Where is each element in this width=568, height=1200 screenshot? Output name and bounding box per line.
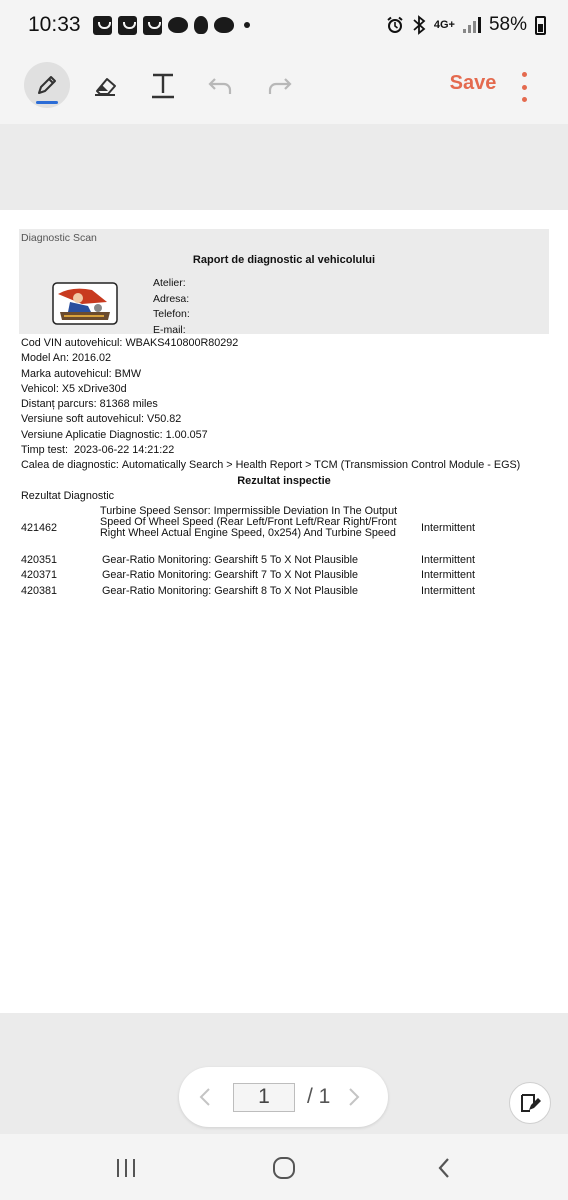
model-year-line: Model An: 2016.02	[21, 352, 112, 365]
fault-status: Intermittent	[421, 521, 476, 534]
system-navigation-bar	[0, 1134, 568, 1200]
status-time: 10:33	[28, 13, 81, 36]
fault-code: 420351	[21, 553, 58, 566]
alarm-icon	[386, 16, 404, 34]
signal-icon	[463, 17, 481, 33]
previous-page-button[interactable]	[191, 1083, 219, 1111]
fault-row	[19, 505, 549, 553]
recent-apps-icon	[114, 1157, 138, 1179]
page-total: / 1	[307, 1085, 331, 1108]
reddit-icon	[214, 17, 234, 33]
chevron-left-icon	[198, 1087, 212, 1107]
network-type: 4G+	[433, 18, 455, 31]
fault-code: 420371	[21, 569, 58, 582]
fault-row	[19, 568, 549, 584]
vehicle-line: Vehicol: X5 xDrive30d	[21, 382, 127, 395]
test-time-line: Timp test: 2023-06-22 14:21:22	[21, 444, 175, 457]
diagnostic-report	[19, 229, 549, 599]
undo-button[interactable]	[198, 62, 244, 108]
recent-apps-button[interactable]	[106, 1152, 146, 1184]
page-navigator	[179, 1067, 388, 1127]
text-icon	[150, 71, 176, 99]
shop-atelier: Atelier:	[153, 277, 186, 289]
annotation-toolbar	[0, 50, 568, 124]
page-number-input[interactable]	[233, 1083, 295, 1112]
pen-icon	[35, 73, 59, 97]
home-button[interactable]	[264, 1152, 304, 1184]
more-options-icon	[522, 72, 527, 77]
back-button[interactable]	[424, 1152, 464, 1184]
make-line: Marka autovehicul: BMW	[21, 367, 142, 380]
redo-icon	[265, 73, 293, 97]
eraser-icon	[91, 73, 119, 97]
status-bar	[0, 0, 568, 50]
save-button[interactable]: Save	[449, 72, 497, 94]
redo-button[interactable]	[256, 62, 302, 108]
edit-document-icon	[519, 1092, 541, 1114]
fault-status: Intermittent	[421, 553, 476, 566]
home-icon	[272, 1156, 296, 1180]
report-header	[19, 229, 549, 334]
diagnostic-path-line: Calea de diagnostic: Automatically Search > Health Report > TCM (Transmission Control Module - EGS)	[21, 459, 521, 472]
mileage-line: Distanț parcurs: 81368 miles	[21, 398, 158, 411]
next-page-button[interactable]	[340, 1083, 368, 1111]
battery-percent: 58%	[488, 14, 527, 35]
shopping-bag-icon	[118, 16, 137, 35]
fault-description: Gear-Ratio Monitoring: Gearshift 8 To X Not Plausible	[102, 584, 359, 597]
battery-icon	[535, 16, 546, 35]
shop-info	[153, 276, 190, 338]
scan-label: Diagnostic Scan	[21, 232, 97, 244]
pen-active-indicator	[36, 101, 58, 104]
alien-icon	[194, 16, 208, 34]
document-page[interactable]	[0, 210, 568, 1013]
shop-phone: Telefon:	[153, 308, 190, 320]
pen-tool-button[interactable]	[24, 62, 70, 108]
app-version-line: Versiune Aplicatie Diagnostic: 1.00.057	[21, 428, 208, 441]
more-notifications-dot	[244, 22, 250, 28]
results-title: Rezultat inspectie	[237, 474, 331, 487]
software-version-line: Versiune soft autovehicul: V50.82	[21, 413, 182, 426]
diagnostic-result-label: Rezultat Diagnostic	[21, 489, 115, 502]
notification-icons	[93, 16, 250, 35]
eraser-tool-button[interactable]	[82, 62, 128, 108]
bluetooth-icon	[412, 15, 426, 35]
fault-description: Gear-Ratio Monitoring: Gearshift 7 To X Not Plausible	[102, 569, 359, 582]
edit-document-button[interactable]	[509, 1082, 551, 1124]
shopping-bag-icon	[143, 16, 162, 35]
vin-line: Cod VIN autovehicul: WBAKS410800R80292	[21, 337, 239, 349]
back-icon	[436, 1156, 452, 1180]
document-viewer[interactable]	[0, 124, 568, 1014]
text-tool-button[interactable]	[140, 62, 186, 108]
report-title: Raport de diagnostic al vehicolului	[192, 254, 376, 266]
mechanic-logo	[52, 282, 118, 325]
fault-row	[19, 553, 549, 569]
shop-email: E-mail:	[153, 323, 186, 336]
more-options-button[interactable]	[512, 72, 536, 102]
fault-code: 421462	[21, 521, 58, 534]
chevron-right-icon	[347, 1087, 361, 1107]
fault-code: 420381	[21, 584, 58, 597]
system-status	[386, 14, 546, 36]
fault-status: Intermittent	[421, 584, 476, 597]
fault-description: Gear-Ratio Monitoring: Gearshift 5 To X Not Plausible	[102, 553, 359, 566]
shop-address: Adresa:	[153, 292, 190, 305]
undo-icon	[207, 73, 235, 97]
reddit-icon	[168, 17, 188, 33]
fault-row	[19, 584, 549, 600]
fault-description: Turbine Speed Sensor: Impermissible Deviation In The Output Speed Of Wheel Speed (Rear Left/Front Left/Rear Right/Front Right Wheel Actual Engine Speed, 0x254) And Turbine Speed	[100, 504, 398, 539]
fault-status: Intermittent	[421, 569, 476, 582]
shopping-bag-icon	[93, 16, 112, 35]
bottom-bar	[0, 1014, 568, 1134]
